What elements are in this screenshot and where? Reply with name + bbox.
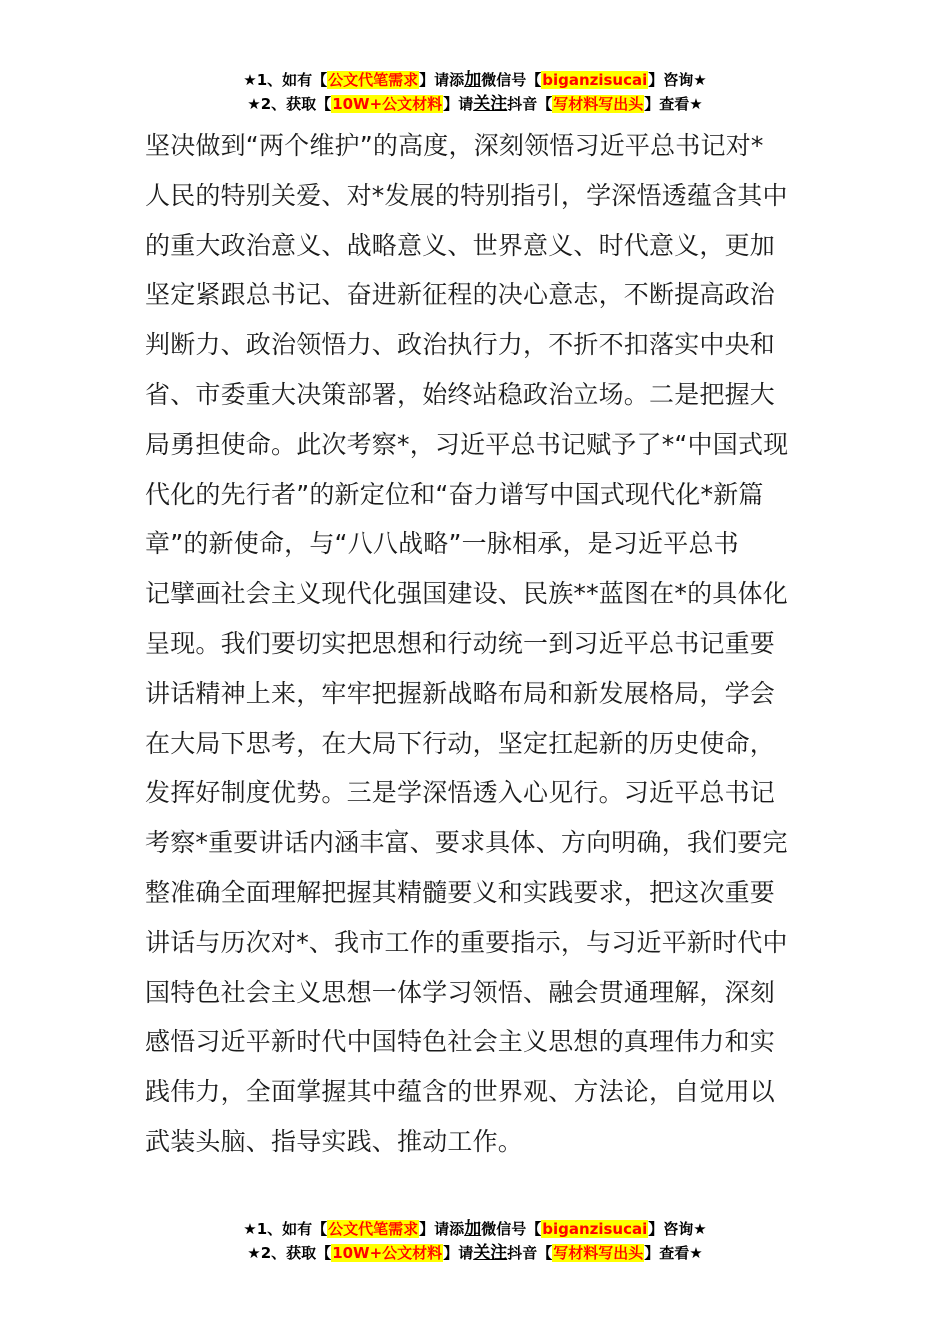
body-line: 考察*重要讲话内涵丰富、要求具体、方向明确，我们要完	[145, 828, 788, 858]
header-banner	[0, 68, 950, 116]
body-line: 武装头脑、指导实践、推动工作。	[145, 1126, 524, 1156]
body-line: 人民的特别关爱、对*发展的特别指引，学深悟透蕴含其中	[145, 180, 788, 210]
banner-line-1-suffix: 】咨询★	[648, 71, 707, 89]
body-line: 讲话与历次对*、我市工作的重要指示，与习近平新时代中	[145, 927, 788, 957]
banner-line-2-mid-2: 抖音【	[507, 95, 553, 113]
highlight-douyin-account: 写材料写出头	[553, 95, 644, 113]
body-line: 呈现。我们要切实把思想和行动统一到习近平总书记重要	[145, 628, 776, 658]
highlight-ghostwriting: 公文代笔需求	[328, 71, 419, 89]
banner-line-2	[0, 92, 950, 116]
body-line: 的重大政治意义、战略意义、世界意义、时代意义，更加	[145, 230, 776, 260]
banner-line-1-prefix: ★1、如有【	[243, 71, 328, 89]
footer-highlight-materials: 10W+公文材料	[332, 1244, 443, 1262]
body-line: 局勇担使命。此次考察*，习近平总书记赋予了*“中国式现	[145, 429, 789, 459]
banner-line-1-emph: 加	[464, 70, 482, 90]
footer-line-1-mid-1: 】请添	[419, 1220, 465, 1238]
body-line: 在大局下思考，在大局下行动，坚定扛起新的历史使命，	[145, 728, 776, 758]
body-line: 坚定紧跟总书记、奋进新征程的决心意志，不断提高政治	[145, 280, 776, 310]
body-line: 感悟习近平新时代中国特色社会主义思想的真理伟力和实	[145, 1027, 776, 1057]
banner-line-1	[0, 68, 950, 92]
body-line: 发挥好制度优势。三是学深悟透入心见行。习近平总书记	[145, 778, 776, 808]
body-line: 省、市委重大决策部署，始终站稳政治立场。二是把握大	[145, 379, 776, 409]
body-line: 坚决做到“两个维护”的高度，深刻领悟习近平总书记对*	[145, 131, 764, 160]
footer-banner-line-2	[0, 1241, 950, 1265]
body-line: 践伟力，全面掌握其中蕴含的世界观、方法论，自觉用以	[145, 1077, 776, 1107]
footer-highlight-wechat-id: biganzisucai	[542, 1220, 648, 1238]
footer-line-2-mid-1: 】请	[443, 1244, 474, 1262]
body-line: 整准确全面理解把握其精髓要义和实践要求，把这次重要	[145, 877, 776, 907]
banner-line-1-mid-2: 微信号【	[481, 71, 542, 89]
footer-line-2-emph: 关注	[473, 1243, 508, 1263]
footer-line-2-suffix: 】查看★	[644, 1244, 703, 1262]
body-line: 章”的新使命，与“八八战略”一脉相承，是习近平总书	[145, 529, 739, 559]
body-line: 代化的先行者”的新定位和“奋力谱写中国式现代化*新篇	[145, 479, 764, 509]
footer-line-1-prefix: ★1、如有【	[243, 1220, 328, 1238]
footer-line-2-mid-2: 抖音【	[507, 1244, 553, 1262]
highlight-materials: 10W+公文材料	[332, 95, 443, 113]
banner-line-2-prefix: ★2、获取【	[247, 95, 332, 113]
banner-line-2-suffix: 】查看★	[644, 95, 703, 113]
banner-line-1-mid-1: 】请添	[419, 71, 465, 89]
body-line: 讲话精神上来，牢牢把握新战略布局和新发展格局，学会	[145, 678, 776, 708]
footer-highlight-douyin-account: 写材料写出头	[553, 1244, 644, 1262]
footer-highlight-ghostwriting: 公文代笔需求	[328, 1220, 419, 1238]
footer-line-1-emph: 加	[464, 1219, 482, 1239]
footer-banner	[0, 1217, 950, 1265]
body-line: 记擘画社会主义现代化强国建设、民族**蓝图在*的具体化	[145, 579, 788, 609]
body-line: 判断力、政治领悟力、政治执行力，不折不扣落实中央和	[145, 330, 776, 360]
highlight-wechat-id: biganzisucai	[542, 71, 648, 89]
footer-line-2-prefix: ★2、获取【	[247, 1244, 332, 1262]
body-line: 国特色社会主义思想一体学习领悟、融会贯通理解，深刻	[145, 977, 776, 1007]
banner-line-2-mid-1: 】请	[443, 95, 474, 113]
banner-line-2-emph: 关注	[473, 94, 508, 114]
document-body	[145, 121, 815, 1167]
footer-banner-line-1	[0, 1217, 950, 1241]
footer-line-1-mid-2: 微信号【	[481, 1220, 542, 1238]
footer-line-1-suffix: 】咨询★	[648, 1220, 707, 1238]
